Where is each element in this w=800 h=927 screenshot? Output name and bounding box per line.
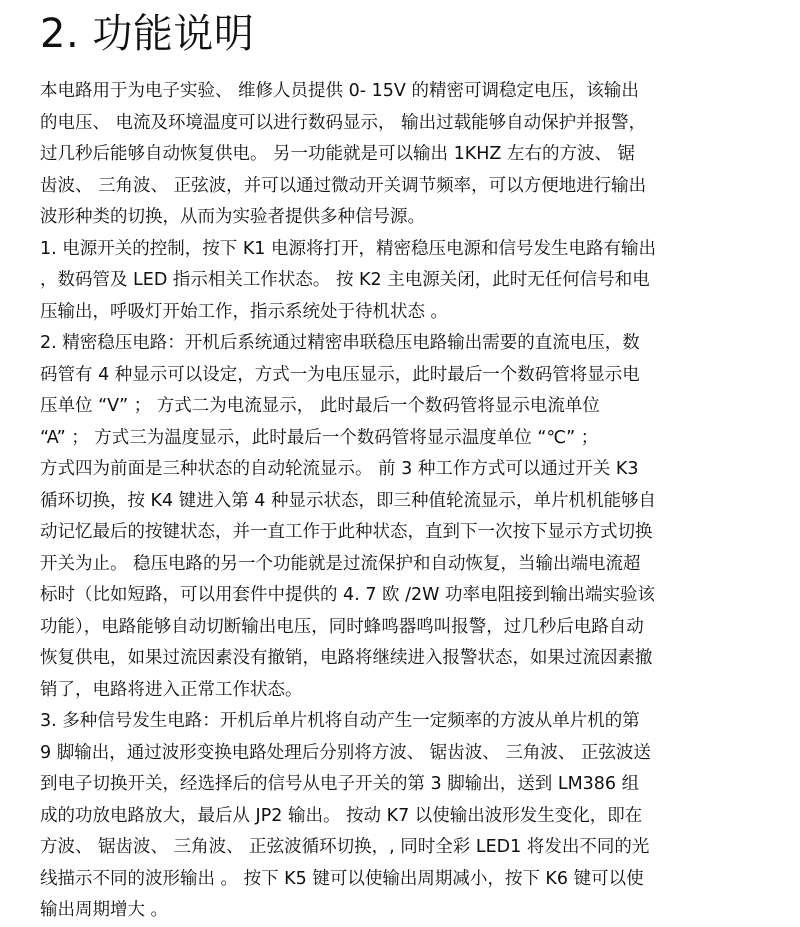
text-line: 波形种类的切换，从而为实验者提供多种信号源。 <box>40 207 425 227</box>
text-line: 输出周期增大 。 <box>40 900 169 920</box>
text-line: ，数码管及 LED 指示相关工作状态。 按 K2 主电源关闭，此时无任何信号和电 <box>40 270 650 290</box>
text-line: 1. 电源开关的控制，按下 K1 电源将打开，精密稳压电源和信号发生电路有输出 <box>40 238 656 259</box>
text-line: 3. 多种信号发生电路：开机后单片机将自动产生一定频率的方波从单片机的第 <box>40 711 640 731</box>
text-line: 的电压、 电流及环境温度可以进行数码显示， 输出过载能够自动保护并报警， <box>40 112 647 133</box>
text-line: 成的功放电路放大，最后从 JP2 输出。 按动 K7 以使输出波形发生变化，即在 <box>40 805 643 826</box>
text-line: 方式四为前面是三种状态的自动轮流显示。 前 3 种工作方式可以通过开关 K3 <box>40 459 639 479</box>
text-line: 9 脚输出，通过波形变换电路处理后分别将方波、 锯齿波、 三角波、 正弦波送 <box>40 742 651 763</box>
text-line: 方波、 锯齿波、 三角波、 正弦波循环切换，, 同时全彩 LED1 将发出不同的光 <box>40 837 650 857</box>
text-line: 开关为止。 稳压电路的另一个功能就是过流保护和自动恢复，当输出端电流超 <box>40 553 641 574</box>
text-line: 压单位 “V” ； 方式二为电流显示， 此时最后一个数码管将显示电流单位 <box>40 396 600 416</box>
text-line: 标时（比如短路，可以用套件中提供的 4. 7 欧 /2W 功率电阻接到输出端实验该 <box>40 585 655 605</box>
text-line: 压输出，呼吸灯开始工作，指示系统处于待机状态 。 <box>40 301 449 322</box>
text-line: 过几秒后能够自动恢复供电。 另一功能就是可以输出 1KHZ 左右的方波、 锯 <box>40 144 636 164</box>
body-text <box>40 76 764 927</box>
text-line: 循环切换，按 K4 键进入第 4 种显示状态，即三种值轮流显示，单片机机能够自 <box>40 490 656 511</box>
text-line: 线描示不同的波形输出 。 按下 K5 键可以使输出周期减小，按下 K6 键可以使 <box>40 868 644 889</box>
text-line: 2. 精密稳压电路：开机后系统通过精密串联稳压电路输出需要的直流电压，数 <box>40 333 640 353</box>
text-line: “A” ； 方式三为温度显示，此时最后一个数码管将显示温度单位 “℃” ； <box>40 427 599 448</box>
text-line: 恢复供电，如果过流因素没有撤销，电路将继续进入报警状态，如果过流因素撤 <box>40 648 653 668</box>
text-line: 销了，电路将进入正常工作状态。 <box>40 679 303 700</box>
text-line: 齿波、 三角波、 正弦波，并可以通过微动开关调节频率，可以方便地进行输出 <box>40 175 647 196</box>
text-line: 本电路用于为电子实验、 维修人员提供 0- 15V 的精密可调稳定电压，该输出 <box>40 81 639 101</box>
text-line: 到电子切换开关，经选择后的信号从电子开关的第 3 脚输出，送到 LM386 组 <box>40 774 640 794</box>
text-line: 动记忆最后的按键状态，并一直工作于此种状态，直到下一次按下显示方式切换 <box>40 522 653 542</box>
text-line: 码管有 4 种显示可以设定，方式一为电压显示，此时最后一个数码管将显示电 <box>40 364 640 385</box>
text-line: 功能），电路能够自动切断输出电压，同时蜂鸣器鸣叫报警，过几秒后电路自动 <box>40 616 644 637</box>
section-heading: 2. 功能说明 <box>40 11 255 57</box>
